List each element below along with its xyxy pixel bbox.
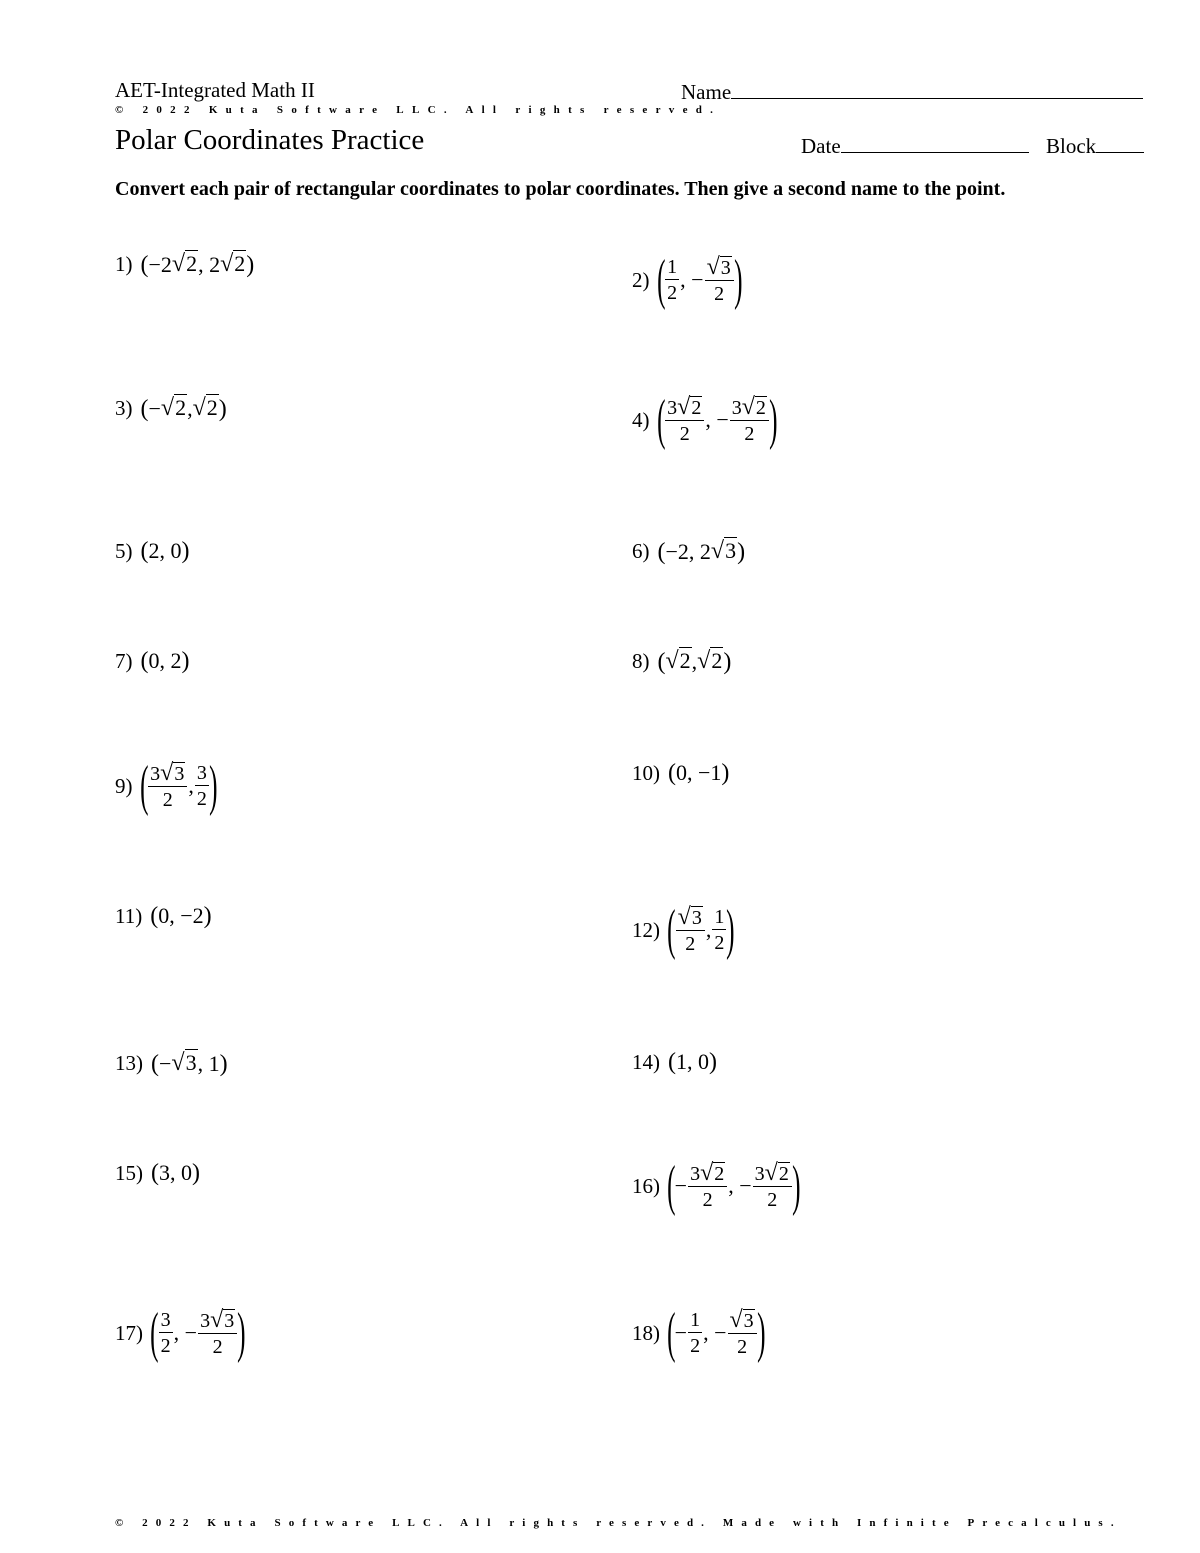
date-label: Date [801, 134, 841, 158]
problem-16 [632, 1155, 801, 1217]
problem-number: 12) [632, 917, 660, 942]
problem-11 [115, 903, 212, 929]
problem-expression: ( $\frac{3√2}{2}$ , − $\frac{3√2}{2}$ ) [656, 389, 778, 451]
course-name: AET-Integrated Math II [115, 78, 315, 102]
problem-10 [632, 760, 729, 786]
block-field[interactable] [1046, 132, 1144, 159]
date-field[interactable] [801, 132, 1029, 159]
problem-15 [115, 1160, 200, 1186]
instructions: Convert each pair of rectangular coordinates to polar coordinates. Then give a second name to the point. [115, 178, 1006, 200]
problem-18 [632, 1302, 766, 1364]
problem-expression: ( − √3 , 1 ) [151, 1050, 228, 1077]
problem-12 [632, 899, 735, 961]
copyright-header: © 2022 Kuta Software LLC. All rights reserved. [115, 104, 722, 116]
problem-8 [632, 648, 731, 675]
problem-expression: ( 3, 0 ) [151, 1160, 200, 1186]
block-label: Block [1046, 134, 1097, 158]
problem-number: 15) [115, 1160, 143, 1185]
problem-number: 10) [632, 760, 660, 785]
footer-copyright: © 2022 Kuta Software LLC. All rights reserved. Made with Infinite Precalculus. [115, 1517, 1122, 1529]
problem-expression: ( −2 √2 , 2 √2 ) [140, 251, 255, 278]
problem-expression: ( − $\frac{3√2}{2}$ , − $\frac{3√2}{2}$ ) [667, 1155, 801, 1217]
problem-number: 14) [632, 1049, 660, 1074]
problem-expression: ( 1, 0 ) [668, 1049, 717, 1075]
problem-expression: ( $\frac{√3}{2}$ , $\frac{1}{2}$ ) [667, 899, 735, 961]
problem-3 [115, 395, 227, 422]
date-line [841, 132, 1029, 153]
problem-number: 11) [115, 903, 143, 928]
problem-7 [115, 648, 190, 674]
problem-number: 4) [632, 407, 650, 432]
problem-number: 16) [632, 1173, 660, 1198]
problem-6 [632, 538, 745, 565]
problem-14 [632, 1049, 717, 1075]
problem-expression: ( $\frac{3√3}{2}$ , $\frac{3}{2}$ ) [139, 755, 218, 817]
problem-number: 3) [115, 396, 133, 420]
problem-expression: ( 0, 2 ) [140, 648, 190, 674]
problem-expression: ( √2 , √2 ) [657, 648, 732, 675]
problem-expression: ( − $\frac{1}{2}$ , − $\frac{√3}{2}$ ) [667, 1302, 766, 1364]
problem-number: 1) [115, 252, 133, 276]
problem-number: 17) [115, 1320, 143, 1345]
problem-2 [632, 249, 743, 311]
problem-expression: ( 0, −1 ) [668, 760, 730, 786]
name-label: Name [681, 80, 732, 104]
name-line [731, 78, 1143, 99]
problem-13 [115, 1050, 228, 1077]
problem-expression: ( 0, −2 ) [150, 903, 212, 929]
problem-number: 9) [115, 773, 133, 798]
problem-expression: ( 2, 0 ) [140, 538, 190, 564]
problem-expression: ( $\frac{1}{2}$ , − $\frac{√3}{2}$ ) [656, 249, 743, 311]
problem-1 [115, 251, 254, 278]
problem-number: 6) [632, 539, 650, 563]
name-field[interactable] [681, 78, 1143, 105]
problem-5 [115, 538, 190, 564]
problem-number: 18) [632, 1320, 660, 1345]
problem-expression: ( $\frac{3}{2}$ , − $\frac{3√3}{2}$ ) [150, 1302, 246, 1364]
block-line [1096, 132, 1144, 153]
problem-9 [115, 755, 218, 817]
problem-number: 2) [632, 267, 650, 292]
page-title: Polar Coordinates Practice [115, 124, 425, 156]
problem-17 [115, 1302, 246, 1364]
problem-number: 7) [115, 648, 133, 673]
problem-4 [632, 389, 778, 451]
problem-number: 13) [115, 1051, 143, 1075]
problem-expression: ( − √2 , √2 ) [140, 395, 227, 422]
problem-number: 8) [632, 649, 650, 673]
problem-expression: ( −2, 2 √3 ) [657, 538, 746, 565]
problem-number: 5) [115, 538, 133, 563]
